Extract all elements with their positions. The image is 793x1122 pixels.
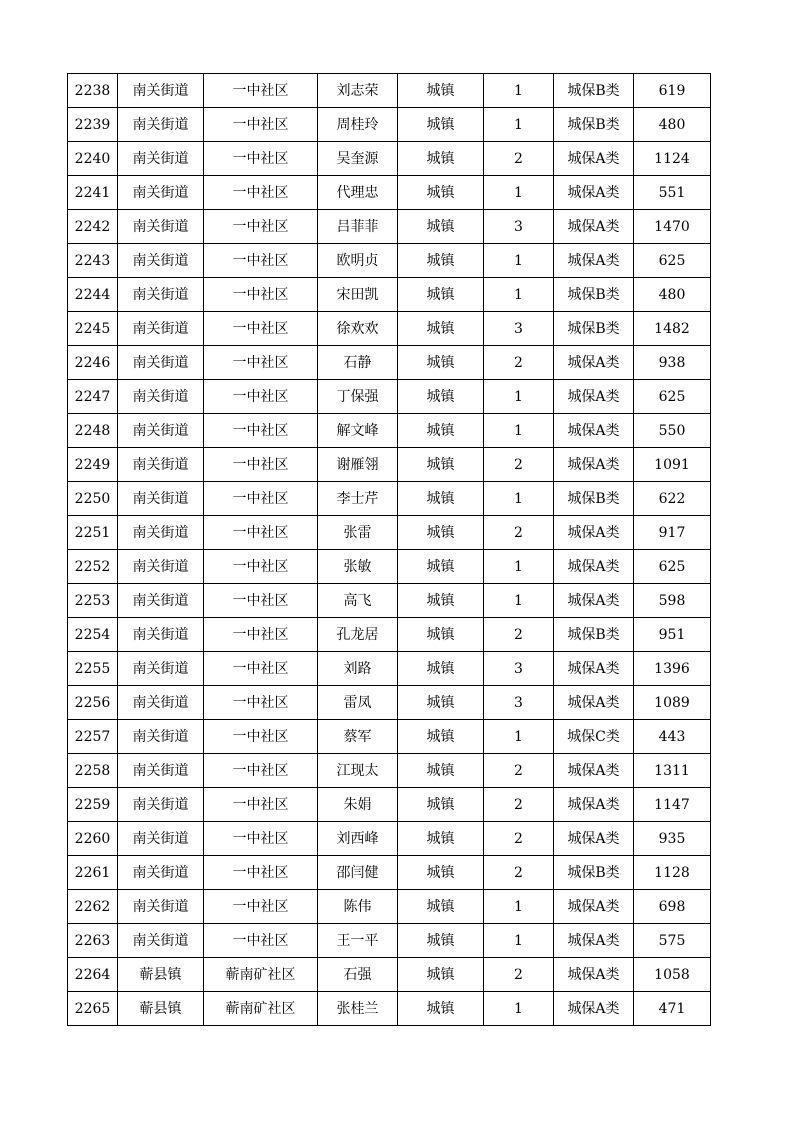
cell-person-name: 刘西峰 — [318, 822, 398, 856]
cell-area-type: 城镇 — [398, 448, 484, 482]
cell-insurance-class: 城保A类 — [554, 992, 634, 1026]
cell-household-size: 2 — [484, 788, 554, 822]
cell-record-number: 2265 — [68, 992, 118, 1026]
table-row — [68, 822, 711, 856]
table-row — [68, 176, 711, 210]
cell-street: 南关街道 — [118, 74, 204, 108]
cell-area-type: 城镇 — [398, 890, 484, 924]
cell-person-name: 吕菲菲 — [318, 210, 398, 244]
cell-household-size: 1 — [484, 380, 554, 414]
cell-household-size: 1 — [484, 924, 554, 958]
cell-amount: 598 — [634, 584, 711, 618]
cell-household-size: 1 — [484, 550, 554, 584]
cell-street: 南关街道 — [118, 108, 204, 142]
cell-record-number: 2254 — [68, 618, 118, 652]
cell-record-number: 2248 — [68, 414, 118, 448]
cell-insurance-class: 城保A类 — [554, 822, 634, 856]
cell-street: 南关街道 — [118, 924, 204, 958]
cell-amount: 443 — [634, 720, 711, 754]
cell-amount: 951 — [634, 618, 711, 652]
cell-community: 一中社区 — [204, 414, 318, 448]
cell-area-type: 城镇 — [398, 618, 484, 652]
cell-area-type: 城镇 — [398, 278, 484, 312]
table-row — [68, 108, 711, 142]
cell-community: 一中社区 — [204, 924, 318, 958]
cell-household-size: 3 — [484, 312, 554, 346]
cell-insurance-class: 城保B类 — [554, 312, 634, 346]
cell-household-size: 3 — [484, 210, 554, 244]
cell-area-type: 城镇 — [398, 686, 484, 720]
table-body — [68, 74, 711, 1026]
cell-area-type: 城镇 — [398, 550, 484, 584]
cell-street: 南关街道 — [118, 482, 204, 516]
cell-amount: 480 — [634, 108, 711, 142]
cell-community: 一中社区 — [204, 380, 318, 414]
cell-record-number: 2253 — [68, 584, 118, 618]
cell-amount: 622 — [634, 482, 711, 516]
cell-amount: 1396 — [634, 652, 711, 686]
cell-insurance-class: 城保A类 — [554, 516, 634, 550]
cell-household-size: 1 — [484, 482, 554, 516]
cell-insurance-class: 城保A类 — [554, 924, 634, 958]
cell-community: 一中社区 — [204, 142, 318, 176]
cell-person-name: 刘路 — [318, 652, 398, 686]
cell-area-type: 城镇 — [398, 312, 484, 346]
table-row — [68, 856, 711, 890]
cell-amount: 1058 — [634, 958, 711, 992]
cell-street: 南关街道 — [118, 788, 204, 822]
cell-insurance-class: 城保B类 — [554, 108, 634, 142]
cell-area-type: 城镇 — [398, 244, 484, 278]
cell-amount: 935 — [634, 822, 711, 856]
table-row — [68, 482, 711, 516]
cell-community: 一中社区 — [204, 74, 318, 108]
cell-person-name: 孔龙居 — [318, 618, 398, 652]
cell-community: 一中社区 — [204, 788, 318, 822]
cell-household-size: 1 — [484, 414, 554, 448]
cell-amount: 625 — [634, 244, 711, 278]
cell-amount: 1470 — [634, 210, 711, 244]
cell-record-number: 2261 — [68, 856, 118, 890]
cell-community: 一中社区 — [204, 176, 318, 210]
cell-street: 南关街道 — [118, 856, 204, 890]
cell-insurance-class: 城保A类 — [554, 652, 634, 686]
cell-person-name: 邵闫健 — [318, 856, 398, 890]
cell-insurance-class: 城保A类 — [554, 244, 634, 278]
table-row — [68, 584, 711, 618]
cell-record-number: 2263 — [68, 924, 118, 958]
cell-community: 一中社区 — [204, 210, 318, 244]
cell-area-type: 城镇 — [398, 414, 484, 448]
cell-street: 南关街道 — [118, 448, 204, 482]
cell-record-number: 2242 — [68, 210, 118, 244]
cell-community: 一中社区 — [204, 278, 318, 312]
table-row — [68, 550, 711, 584]
cell-insurance-class: 城保A类 — [554, 584, 634, 618]
cell-insurance-class: 城保C类 — [554, 720, 634, 754]
cell-insurance-class: 城保B类 — [554, 482, 634, 516]
cell-person-name: 石强 — [318, 958, 398, 992]
cell-amount: 480 — [634, 278, 711, 312]
cell-record-number: 2243 — [68, 244, 118, 278]
cell-area-type: 城镇 — [398, 380, 484, 414]
table-row — [68, 244, 711, 278]
cell-community: 一中社区 — [204, 108, 318, 142]
cell-community: 一中社区 — [204, 856, 318, 890]
cell-record-number: 2255 — [68, 652, 118, 686]
cell-amount: 471 — [634, 992, 711, 1026]
table-row — [68, 992, 711, 1026]
cell-area-type: 城镇 — [398, 652, 484, 686]
cell-person-name: 王一平 — [318, 924, 398, 958]
cell-area-type: 城镇 — [398, 822, 484, 856]
cell-amount: 619 — [634, 74, 711, 108]
cell-record-number: 2257 — [68, 720, 118, 754]
cell-area-type: 城镇 — [398, 992, 484, 1026]
cell-community: 一中社区 — [204, 244, 318, 278]
cell-street: 蕲县镇 — [118, 958, 204, 992]
cell-street: 南关街道 — [118, 142, 204, 176]
cell-person-name: 张雷 — [318, 516, 398, 550]
cell-record-number: 2252 — [68, 550, 118, 584]
cell-street: 南关街道 — [118, 176, 204, 210]
cell-person-name: 高飞 — [318, 584, 398, 618]
cell-household-size: 3 — [484, 652, 554, 686]
cell-area-type: 城镇 — [398, 74, 484, 108]
cell-household-size: 1 — [484, 108, 554, 142]
cell-person-name: 石静 — [318, 346, 398, 380]
cell-street: 南关街道 — [118, 720, 204, 754]
cell-household-size: 1 — [484, 176, 554, 210]
cell-person-name: 张敏 — [318, 550, 398, 584]
cell-person-name: 周桂玲 — [318, 108, 398, 142]
cell-insurance-class: 城保B类 — [554, 74, 634, 108]
cell-community: 一中社区 — [204, 312, 318, 346]
table-row — [68, 720, 711, 754]
table-row — [68, 278, 711, 312]
cell-amount: 917 — [634, 516, 711, 550]
cell-record-number: 2240 — [68, 142, 118, 176]
cell-record-number: 2249 — [68, 448, 118, 482]
cell-household-size: 2 — [484, 618, 554, 652]
table-row — [68, 754, 711, 788]
cell-community: 一中社区 — [204, 584, 318, 618]
cell-insurance-class: 城保A类 — [554, 890, 634, 924]
cell-record-number: 2264 — [68, 958, 118, 992]
table-row — [68, 312, 711, 346]
cell-area-type: 城镇 — [398, 516, 484, 550]
cell-person-name: 陈伟 — [318, 890, 398, 924]
cell-street: 南关街道 — [118, 686, 204, 720]
cell-record-number: 2250 — [68, 482, 118, 516]
cell-person-name: 宋田凯 — [318, 278, 398, 312]
cell-community: 一中社区 — [204, 448, 318, 482]
cell-record-number: 2238 — [68, 74, 118, 108]
cell-insurance-class: 城保A类 — [554, 550, 634, 584]
cell-street: 南关街道 — [118, 244, 204, 278]
cell-street: 南关街道 — [118, 516, 204, 550]
cell-person-name: 吴奎源 — [318, 142, 398, 176]
cell-household-size: 1 — [484, 890, 554, 924]
cell-street: 南关街道 — [118, 822, 204, 856]
cell-amount: 1089 — [634, 686, 711, 720]
cell-street: 南关街道 — [118, 550, 204, 584]
cell-community: 一中社区 — [204, 652, 318, 686]
cell-amount: 1091 — [634, 448, 711, 482]
cell-household-size: 2 — [484, 516, 554, 550]
cell-record-number: 2244 — [68, 278, 118, 312]
cell-record-number: 2256 — [68, 686, 118, 720]
cell-record-number: 2247 — [68, 380, 118, 414]
cell-area-type: 城镇 — [398, 108, 484, 142]
cell-insurance-class: 城保A类 — [554, 346, 634, 380]
cell-person-name: 李士芹 — [318, 482, 398, 516]
cell-amount: 1147 — [634, 788, 711, 822]
cell-record-number: 2246 — [68, 346, 118, 380]
cell-amount: 575 — [634, 924, 711, 958]
cell-area-type: 城镇 — [398, 176, 484, 210]
cell-street: 南关街道 — [118, 414, 204, 448]
cell-household-size: 2 — [484, 856, 554, 890]
table-row — [68, 142, 711, 176]
data-table — [67, 73, 711, 1026]
cell-amount: 1482 — [634, 312, 711, 346]
cell-street: 南关街道 — [118, 312, 204, 346]
cell-insurance-class: 城保A类 — [554, 788, 634, 822]
cell-amount: 550 — [634, 414, 711, 448]
cell-community: 一中社区 — [204, 890, 318, 924]
cell-household-size: 2 — [484, 754, 554, 788]
cell-household-size: 1 — [484, 74, 554, 108]
table-row — [68, 346, 711, 380]
cell-insurance-class: 城保A类 — [554, 210, 634, 244]
cell-record-number: 2258 — [68, 754, 118, 788]
table-row — [68, 958, 711, 992]
table-row — [68, 618, 711, 652]
cell-street: 南关街道 — [118, 278, 204, 312]
cell-community: 一中社区 — [204, 686, 318, 720]
cell-street: 南关街道 — [118, 652, 204, 686]
table-row — [68, 380, 711, 414]
cell-community: 一中社区 — [204, 618, 318, 652]
cell-household-size: 1 — [484, 584, 554, 618]
table-row — [68, 890, 711, 924]
cell-household-size: 1 — [484, 992, 554, 1026]
table-row — [68, 652, 711, 686]
cell-community: 蕲南矿社区 — [204, 958, 318, 992]
cell-record-number: 2251 — [68, 516, 118, 550]
cell-amount: 625 — [634, 380, 711, 414]
cell-amount: 551 — [634, 176, 711, 210]
table-row — [68, 210, 711, 244]
cell-street: 蕲县镇 — [118, 992, 204, 1026]
cell-insurance-class: 城保A类 — [554, 448, 634, 482]
cell-household-size: 2 — [484, 822, 554, 856]
cell-insurance-class: 城保A类 — [554, 686, 634, 720]
cell-community: 一中社区 — [204, 346, 318, 380]
cell-person-name: 江现太 — [318, 754, 398, 788]
cell-community: 蕲南矿社区 — [204, 992, 318, 1026]
cell-amount: 1311 — [634, 754, 711, 788]
cell-household-size: 1 — [484, 244, 554, 278]
cell-household-size: 1 — [484, 720, 554, 754]
cell-amount: 1128 — [634, 856, 711, 890]
table-row — [68, 448, 711, 482]
cell-area-type: 城镇 — [398, 958, 484, 992]
cell-insurance-class: 城保B类 — [554, 278, 634, 312]
cell-amount: 1124 — [634, 142, 711, 176]
cell-insurance-class: 城保A类 — [554, 754, 634, 788]
cell-insurance-class: 城保A类 — [554, 142, 634, 176]
cell-person-name: 丁保强 — [318, 380, 398, 414]
cell-household-size: 2 — [484, 346, 554, 380]
cell-insurance-class: 城保A类 — [554, 414, 634, 448]
cell-street: 南关街道 — [118, 210, 204, 244]
cell-person-name: 解文峰 — [318, 414, 398, 448]
table-row — [68, 788, 711, 822]
cell-person-name: 雷凤 — [318, 686, 398, 720]
cell-area-type: 城镇 — [398, 482, 484, 516]
cell-insurance-class: 城保A类 — [554, 176, 634, 210]
cell-area-type: 城镇 — [398, 720, 484, 754]
cell-person-name: 刘志荣 — [318, 74, 398, 108]
cell-person-name: 蔡军 — [318, 720, 398, 754]
cell-record-number: 2239 — [68, 108, 118, 142]
cell-amount: 938 — [634, 346, 711, 380]
cell-household-size: 3 — [484, 686, 554, 720]
cell-person-name: 欧明贞 — [318, 244, 398, 278]
cell-record-number: 2260 — [68, 822, 118, 856]
cell-person-name: 谢雁翎 — [318, 448, 398, 482]
cell-street: 南关街道 — [118, 754, 204, 788]
cell-insurance-class: 城保A类 — [554, 380, 634, 414]
table-row — [68, 74, 711, 108]
cell-household-size: 2 — [484, 142, 554, 176]
cell-community: 一中社区 — [204, 516, 318, 550]
cell-record-number: 2262 — [68, 890, 118, 924]
cell-area-type: 城镇 — [398, 924, 484, 958]
cell-insurance-class: 城保A类 — [554, 958, 634, 992]
cell-person-name: 徐欢欢 — [318, 312, 398, 346]
cell-household-size: 1 — [484, 278, 554, 312]
cell-community: 一中社区 — [204, 720, 318, 754]
cell-street: 南关街道 — [118, 618, 204, 652]
cell-area-type: 城镇 — [398, 584, 484, 618]
table-row — [68, 924, 711, 958]
cell-area-type: 城镇 — [398, 210, 484, 244]
cell-record-number: 2241 — [68, 176, 118, 210]
cell-community: 一中社区 — [204, 754, 318, 788]
cell-person-name: 张桂兰 — [318, 992, 398, 1026]
cell-area-type: 城镇 — [398, 346, 484, 380]
cell-street: 南关街道 — [118, 346, 204, 380]
cell-record-number: 2245 — [68, 312, 118, 346]
cell-person-name: 代理忠 — [318, 176, 398, 210]
table-row — [68, 516, 711, 550]
cell-street: 南关街道 — [118, 584, 204, 618]
cell-amount: 698 — [634, 890, 711, 924]
cell-area-type: 城镇 — [398, 754, 484, 788]
cell-community: 一中社区 — [204, 550, 318, 584]
table-row — [68, 686, 711, 720]
cell-amount: 625 — [634, 550, 711, 584]
cell-record-number: 2259 — [68, 788, 118, 822]
table-row — [68, 414, 711, 448]
cell-street: 南关街道 — [118, 380, 204, 414]
cell-community: 一中社区 — [204, 482, 318, 516]
cell-street: 南关街道 — [118, 890, 204, 924]
cell-insurance-class: 城保B类 — [554, 618, 634, 652]
cell-household-size: 2 — [484, 448, 554, 482]
cell-area-type: 城镇 — [398, 856, 484, 890]
cell-community: 一中社区 — [204, 822, 318, 856]
cell-person-name: 朱娟 — [318, 788, 398, 822]
cell-household-size: 2 — [484, 958, 554, 992]
cell-area-type: 城镇 — [398, 788, 484, 822]
cell-area-type: 城镇 — [398, 142, 484, 176]
cell-insurance-class: 城保B类 — [554, 856, 634, 890]
